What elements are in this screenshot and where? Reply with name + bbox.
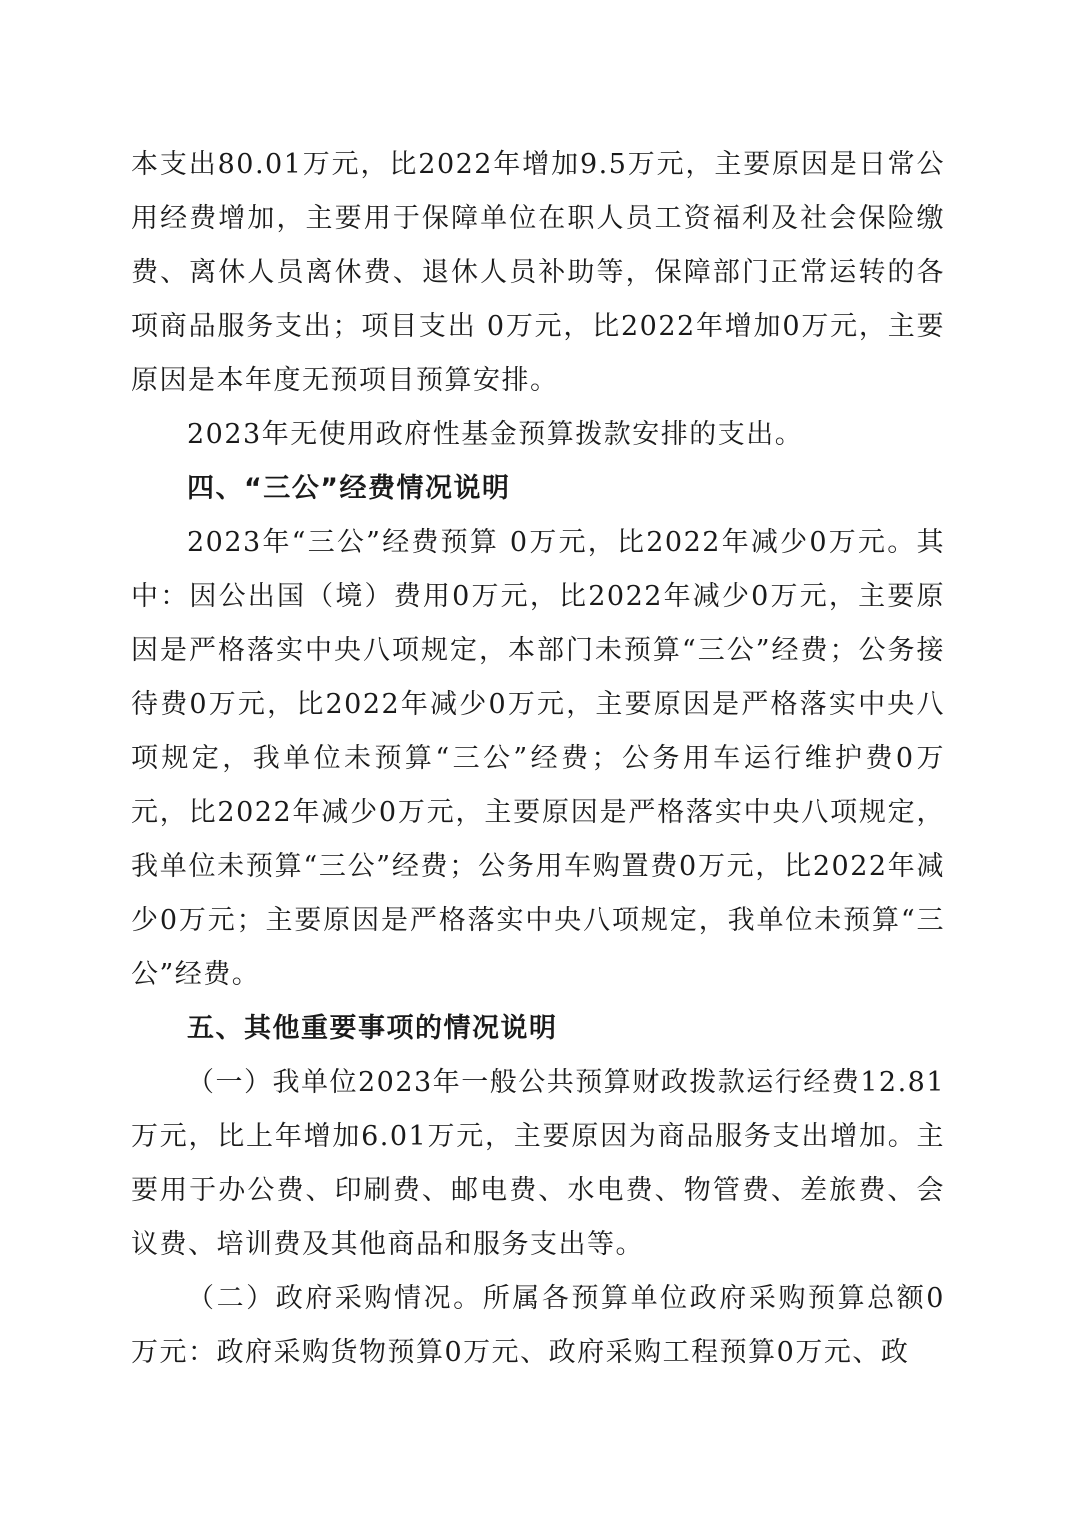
section-heading-5: 五、其他重要事项的情况说明 <box>187 1013 558 1044</box>
paragraph-2: 2023年无使用政府性基金预算拨款安排的支出。 <box>187 419 804 450</box>
paragraph-5: （二）政府采购情况。所属各预算单位政府采购预算总额0万元：政府采购货物预算0万元、政府采购工程预算0万元、政 <box>131 1283 945 1368</box>
paragraph-1: 本支出80.01万元，比2022年增加9.5万元，主要原因是日常公用经费增加，主要用于保障单位在职人员工资福利及社会保险缴费、离休人员离休费、退休人员补助等，保障部门正常运转的各项商品服务支出；项目支出 0万元，比2022年增加0万元，主要原因是本年度无预项目预算安排。 <box>131 149 945 396</box>
section-heading-4: 四、“三公”经费情况说明 <box>187 473 511 504</box>
paragraph-4: （一）我单位2023年一般公共预算财政拨款运行经费12.81万元，比上年增加6.01万元，主要原因为商品服务支出增加。主要用于办公费、印刷费、邮电费、水电费、物管费、差旅费、会议费、培训费及其他商品和服务支出等。 <box>131 1067 946 1260</box>
paragraph-3: 2023年“三公”经费预算 0万元，比2022年减少0万元。其中：因公出国（境）费用0万元，比2022年减少0万元，主要原因是严格落实中央八项规定，本部门未预算“三公”经费；公务接待费0万元，比2022年减少0万元，主要原因是严格落实中央八项规定，我单位未预算“三公”经费；公务用车运行维护费0万元，比2022年减少0万元，主要原因是严格落实中央八项规定，我单位未预算“三公”经费；公务用车购置费0万元，比2022年减少0万元；主要原因是严格落实中央八项规定，我单位未预算“三公”经费。 <box>131 527 945 990</box>
document-body <box>131 138 945 1380</box>
